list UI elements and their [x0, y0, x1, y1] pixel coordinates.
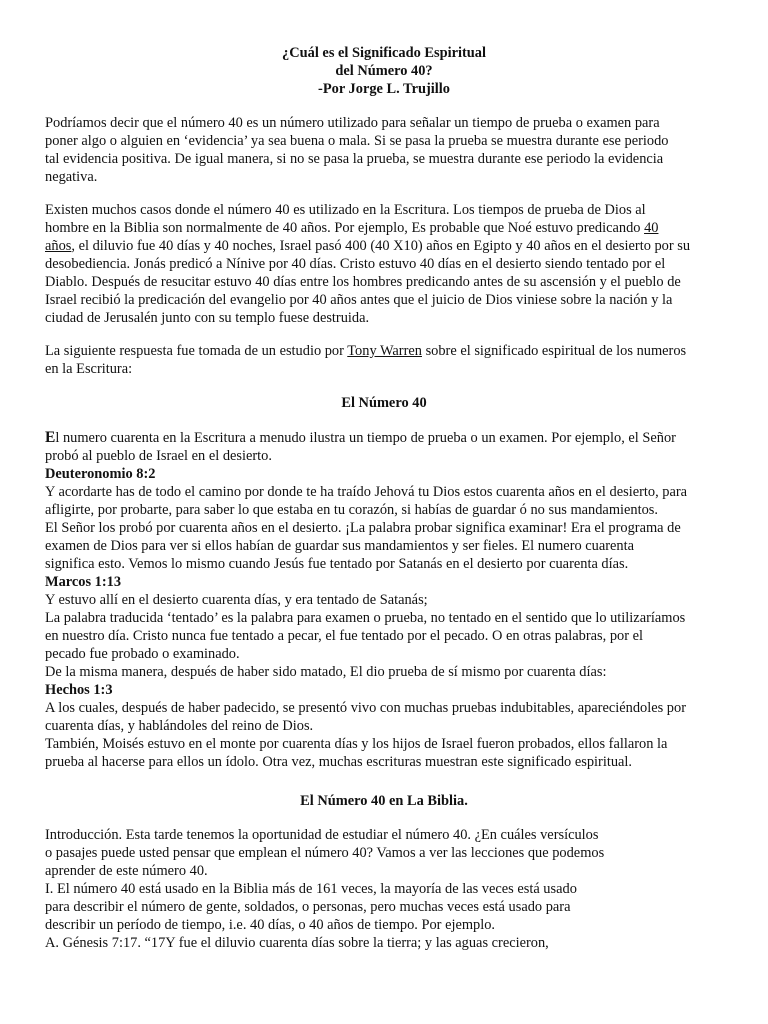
cases-line: ciudad de Jerusalén junto con su templo fuese destruida.	[45, 310, 370, 326]
reference-text: La siguiente respuesta fue tomada de un estudio por	[45, 343, 348, 359]
section2-line: describir un período de tiempo, i.e. 40 días, o 40 años de tiempo. Por ejemplo.	[45, 917, 496, 933]
section1-line: Y acordarte has de todo el camino por donde te ha traído Jehová tu Dios estos cuarenta años en el desierto, para	[45, 484, 688, 500]
section1-line	[45, 429, 676, 447]
section1-line: significa esto. Vemos lo mismo cuando Jesús fue tentado por Satanás en el desierto por cuarenta días.	[45, 556, 629, 572]
cases-text: , el diluvio fue 40 días y 40 noches, Israel pasó 400 (40 X10) años en Egipto y 40 años en el desierto por su	[71, 238, 691, 254]
reference-line: en la Escritura:	[45, 361, 133, 377]
section1-text: l numero cuarenta en la Escritura a menudo ilustra un tiempo de prueba o un examen. Por ejemplo, el Señor	[55, 430, 676, 446]
drop-cap: E	[45, 429, 56, 446]
title-line-1: ¿Cuál es el Significado Espiritual	[282, 45, 486, 61]
intro-line: negativa.	[45, 169, 98, 185]
section1-line: pecado fue probado o examinado.	[45, 646, 240, 662]
cases-line: desobediencia. Jonás predicó a Nínive por 40 días. Cristo estuvo 40 días en el desierto siendo tentado por el	[45, 256, 666, 272]
section1-line: De la misma manera, después de haber sido matado, El dio prueba de sí mismo por cuarenta días:	[45, 664, 607, 680]
section1-line: afligirte, por probarte, para saber lo que estaba en tu corazón, si habías de guardar ó no sus mandamientos.	[45, 502, 658, 518]
cases-line: Israel recibió la predicación del evangelio por 40 años antes que el juicio de Dios viniese sobre la nación y la	[45, 292, 673, 308]
cases-text: hombre en la Biblia son normalmente de 40 años. Por ejemplo, Es probable que Noé estuvo predicando	[45, 220, 645, 236]
section1-line: A los cuales, después de haber padecido, se presentó vivo con muchas pruebas indubitables, apareciéndoles por	[45, 700, 686, 716]
cases-line	[45, 219, 658, 237]
scripture-ref-deuteronomio: Deuteronomio 8:2	[45, 466, 156, 482]
section1-line: El Señor los probó por cuarenta años en el desierto. ¡La palabra probar significa examinar! Era el programa de	[45, 520, 681, 536]
scripture-ref-marcos: Marcos 1:13	[45, 574, 122, 590]
section2-line: para describir el número de gente, soldados, o personas, pero muchas veces está usado para	[45, 899, 571, 915]
section-heading-el-numero-40-en-la-biblia: El Número 40 en La Biblia.	[300, 793, 468, 809]
intro-line: Podríamos decir que el número 40 es un número utilizado para señalar un tiempo de prueba o examen para	[45, 115, 660, 131]
section1-line: probó al pueblo de Israel en el desierto.	[45, 448, 272, 464]
section1-line: prueba al hacerse para ellos un ídolo. Otra vez, muchas escrituras muestran este significado espiritual.	[45, 754, 633, 770]
link-tony-warren[interactable]: Tony Warren	[347, 343, 422, 359]
reference-text: sobre el significado espiritual de los numeros	[421, 343, 687, 359]
reference-line	[45, 342, 686, 360]
section1-line: cuarenta días, y hablándoles del reino de Dios.	[45, 718, 314, 734]
intro-line: poner algo o alguien en ‘evidencia’ ya sea buena o mala. Si se pasa la prueba se muestra durante ese periodo	[45, 133, 669, 149]
section1-line: También, Moisés estuvo en el monte por cuarenta días y los hijos de Israel fueron probados, ellos fallaron la	[45, 736, 668, 752]
intro-line: tal evidencia positiva. De igual manera, si no se pasa la prueba, se muestra durante ese periodo la evidencia	[45, 151, 664, 167]
section1-line: examen de Dios para ver si ellos habían de guardar sus mandamientos y ser fieles. El numero cuarenta	[45, 538, 635, 554]
section2-line: Introducción. Esta tarde tenemos la oportunidad de estudiar el número 40. ¿En cuáles versículos	[45, 827, 599, 843]
section1-line: en nuestro día. Cristo nunca fue tentado a pecar, el fue tentado por el pecado. O en otras palabras, por el	[45, 628, 643, 644]
cases-line: Diablo. Después de resucitar estuvo 40 días entre los hombres predicando antes de su ascensión y el pueblo de	[45, 274, 681, 290]
section-heading-el-numero-40: El Número 40	[341, 395, 427, 411]
title-author: -Por Jorge L. Trujillo	[318, 81, 450, 97]
link-40-anos[interactable]: 40	[644, 220, 659, 236]
scripture-ref-hechos: Hechos 1:3	[45, 682, 113, 698]
section2-line: o pasajes puede usted pensar que emplean el número 40? Vamos a ver las lecciones que podemos	[45, 845, 605, 861]
cases-line	[45, 237, 690, 255]
cases-line: Existen muchos casos donde el número 40 es utilizado en la Escritura. Los tiempos de prueba de Dios al	[45, 202, 646, 218]
section2-line: I. El número 40 está usado en la Biblia más de 161 veces, la mayoría de las veces está usado	[45, 881, 577, 897]
section1-line: La palabra traducida ‘tentado’ es la palabra para examen o prueba, no tentado en el sentido que lo utilizaríamos	[45, 610, 686, 626]
section1-line: Y estuvo allí en el desierto cuarenta días, y era tentado de Satanás;	[45, 592, 428, 608]
section2-line: aprender de este número 40.	[45, 863, 208, 879]
link-40-anos[interactable]: años	[45, 238, 72, 254]
title-line-2: del Número 40?	[335, 63, 433, 79]
section2-line: A. Génesis 7:17. “17Y fue el diluvio cuarenta días sobre la tierra; y las aguas crecieron,	[45, 935, 549, 951]
